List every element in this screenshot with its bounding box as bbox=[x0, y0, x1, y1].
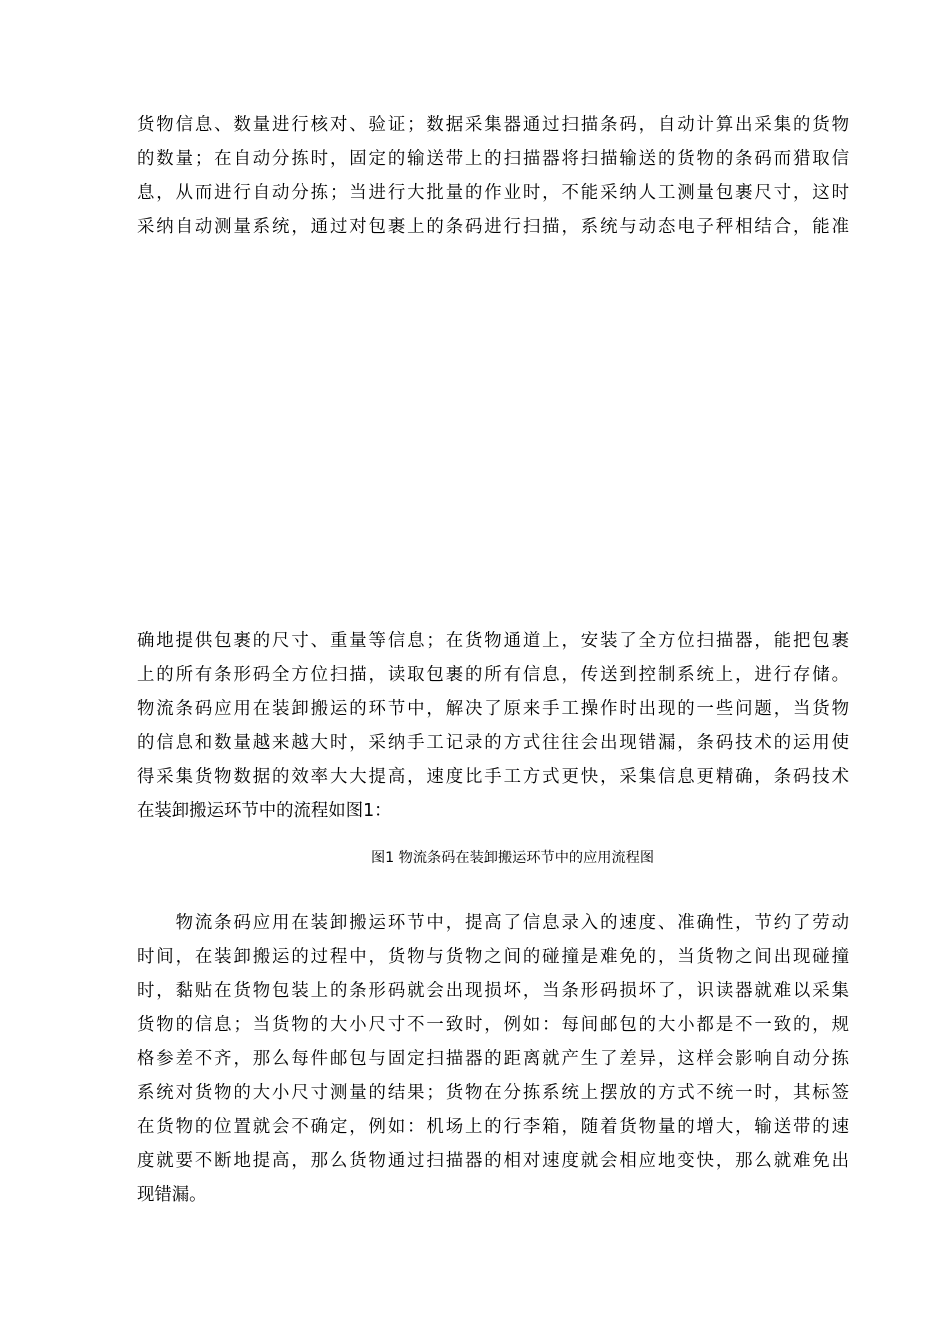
text-line: 格参差不齐，那么每件邮包与固定扫描器的距离就产生了差异，这样会影响自动分拣 bbox=[137, 1049, 849, 1069]
text-line: 货物的信息；当货物的大小尺寸不一致时，例如：每间邮包的大小都是不一致的，规 bbox=[137, 1015, 849, 1035]
text-line: 物流条码应用在装卸搬运环节中，提高了信息录入的速度、准确性，节约了劳动 bbox=[137, 913, 849, 933]
text-line: 在装卸搬运环节中的流程如图1： bbox=[137, 801, 392, 821]
text-line: 得采集货物数据的效率大大提高，速度比手工方式更快，采集信息更精确，条码技术 bbox=[137, 767, 849, 787]
paragraph-3 bbox=[137, 906, 849, 1212]
text-line: 采纳自动测量系统，通过对包裹上的条码进行扫描，系统与动态电子秤相结合，能准 bbox=[137, 217, 849, 237]
text-line: 的信息和数量越来越大时，采纳手工记录的方式往往会出现错漏，条码技术的运用使 bbox=[137, 733, 849, 753]
text-line: 物流条码应用在装卸搬运的环节中，解决了原来手工操作时出现的一些问题，当货物 bbox=[137, 699, 849, 719]
text-line: 时，黏贴在货物包装上的条形码就会出现损坏，当条形码损坏了，识读器就难以采集 bbox=[137, 981, 849, 1001]
text-line: 现错漏。 bbox=[137, 1185, 207, 1205]
text-line: 度就要不断地提高，那么货物通过扫描器的相对速度就会相应地变快，那么就难免出 bbox=[137, 1151, 849, 1171]
paragraph-2 bbox=[137, 624, 849, 828]
text-line: 时间，在装卸搬运的过程中，货物与货物之间的碰撞是难免的，当货物之间出现碰撞 bbox=[137, 947, 849, 967]
text-line: 确地提供包裹的尺寸、重量等信息；在货物通道上，安装了全方位扫描器，能把包裹 bbox=[137, 631, 849, 651]
text-line: 货物信息、数量进行核对、验证；数据采集器通过扫描条码，自动计算出采集的货物 bbox=[137, 115, 849, 135]
text-line: 上的所有条形码全方位扫描，读取包裹的所有信息，传送到控制系统上，进行存储。 bbox=[137, 665, 849, 685]
text-line: 息，从而进行自动分拣；当进行大批量的作业时，不能采纳人工测量包裹尺寸，这时 bbox=[137, 183, 849, 203]
text-line: 在货物的位置就会不确定，例如：机场上的行李箱，随着货物量的增大，输送带的速 bbox=[137, 1117, 849, 1137]
text-line: 的数量；在自动分拣时，固定的输送带上的扫描器将扫描输送的货物的条码而猎取信 bbox=[137, 149, 849, 169]
figure-caption: 图1 物流条码在装卸搬运环节中的应用流程图 bbox=[370, 850, 655, 866]
text-line: 系统对货物的大小尺寸测量的结果；货物在分拣系统上摆放的方式不统一时，其标签 bbox=[137, 1083, 849, 1103]
paragraph-1 bbox=[137, 108, 849, 244]
